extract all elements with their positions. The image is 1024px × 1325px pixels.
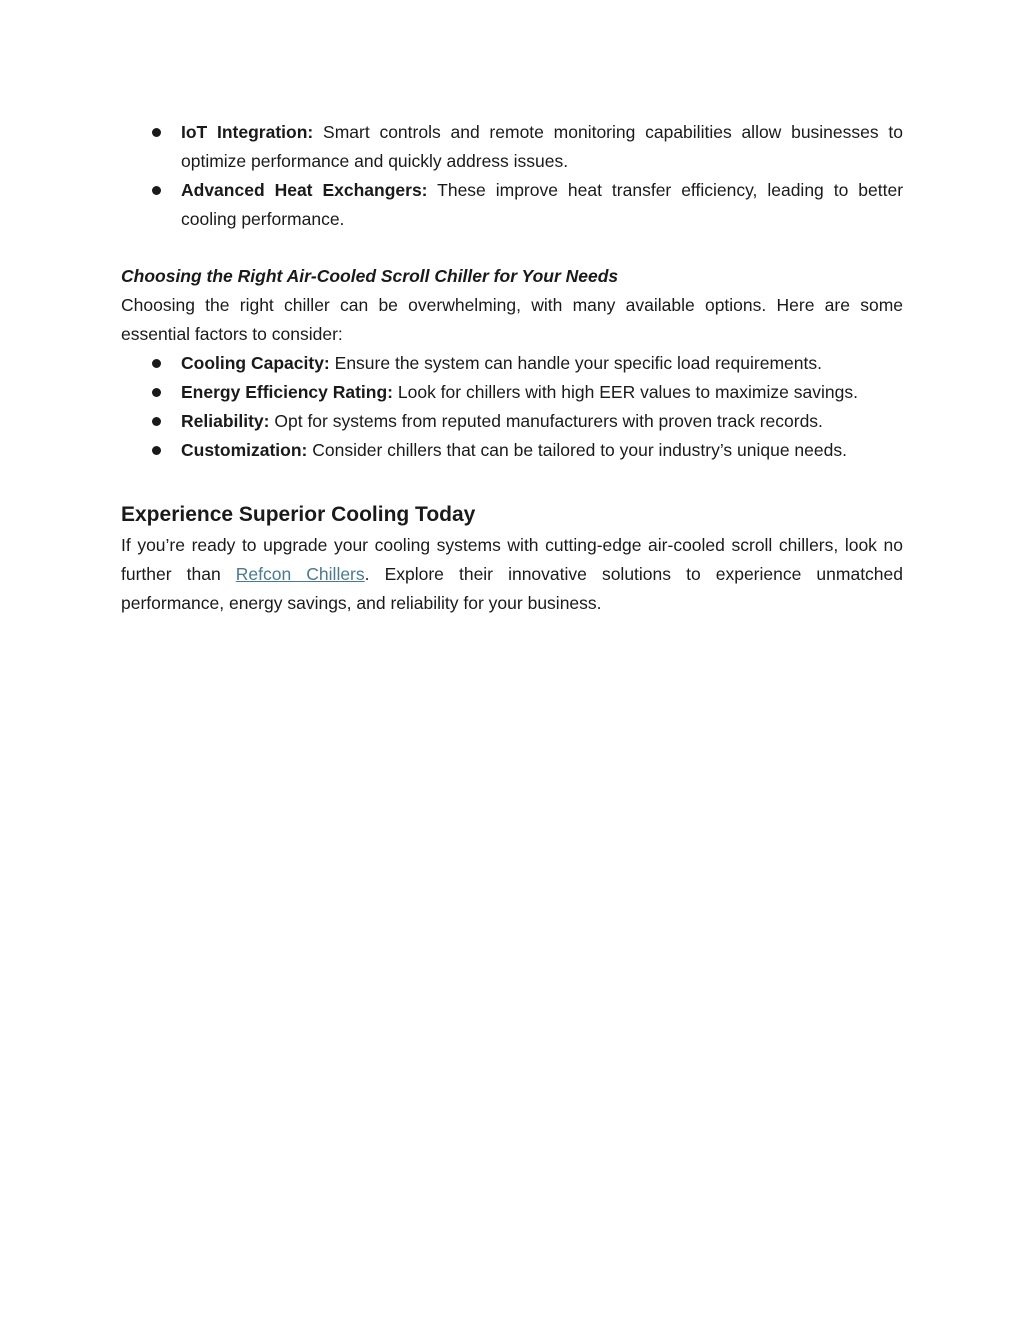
item-text: Smart controls and remote monitoring capabilities allow businesses to optimize performance and quickly address issues. (181, 122, 903, 171)
document-page (121, 118, 903, 618)
feature-list (121, 118, 903, 234)
list-item (121, 349, 903, 378)
list-item (121, 436, 903, 465)
bullet-icon (152, 128, 161, 137)
bullet-icon (152, 417, 161, 426)
bullet-icon (152, 186, 161, 195)
item-term: Advanced Heat Exchangers: (181, 180, 428, 200)
list-item (121, 378, 903, 407)
item-text: These improve heat transfer efficiency, leading to better cooling performance. (181, 180, 904, 229)
list-item (121, 118, 903, 176)
list-item (121, 176, 903, 234)
section-heading: Choosing the Right Air-Cooled Scroll Chiller for Your Needs (121, 266, 619, 286)
section-intro: Choosing the right chiller can be overwhelming, with many available options. Here are some essential factors to consider: (121, 295, 903, 344)
section-title: Experience Superior Cooling Today (121, 503, 476, 526)
bullet-icon (152, 446, 161, 455)
list-item (121, 407, 903, 436)
item-term: Energy Efficiency Rating: (181, 382, 393, 402)
closing-paragraph (121, 531, 903, 618)
paragraph-text-start: If you’re ready to upgrade your cooling systems with cutting-edge air-cooled scroll chillers, look no further than (121, 535, 903, 584)
item-term: Customization: (181, 440, 308, 460)
bullet-icon (152, 359, 161, 368)
item-term: Cooling Capacity: (181, 353, 330, 373)
item-text: Consider chillers that can be tailored to your industry’s unique needs. (312, 440, 847, 460)
factor-list (121, 349, 903, 465)
item-text: Look for chillers with high EER values to maximize savings. (397, 382, 858, 402)
item-term: IoT Integration: (181, 122, 314, 142)
bullet-icon (152, 388, 161, 397)
item-text: Ensure the system can handle your specific load requirements. (334, 353, 822, 373)
paragraph-text-end: . Explore their innovative solutions to experience unmatched performance, energy savings, and reliability for your business. (121, 564, 903, 613)
item-term: Reliability: (181, 411, 270, 431)
refcon-chillers-link[interactable]: Refcon Chillers (235, 564, 365, 584)
item-text: Opt for systems from reputed manufacturers with proven track records. (274, 411, 823, 431)
